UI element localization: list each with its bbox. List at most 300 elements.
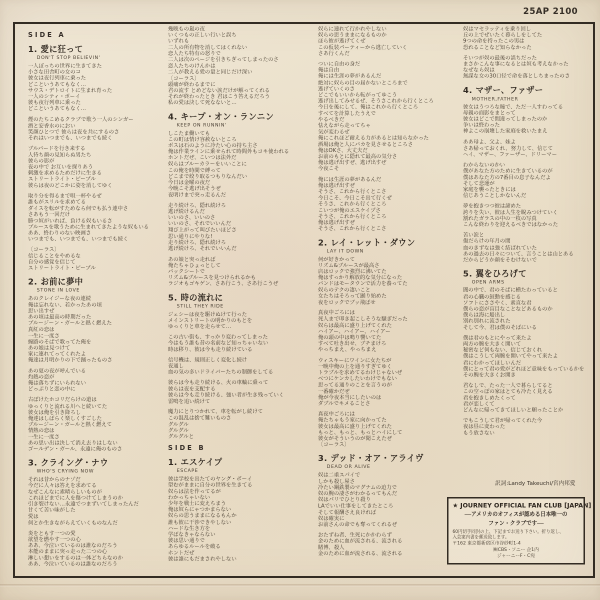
lyric-line: いずれも [168, 38, 190, 45]
lyric-verse [28, 296, 166, 364]
lyric-line: ウィスキーにワインに女たちが [318, 357, 392, 364]
lyric-line: ああ、終わりのない映画さ [28, 230, 92, 237]
lyric-line: 誇りを失い、彼は人生を睨みつけていく [463, 209, 558, 216]
lyric-line: さあ帰っておくれ、努力して、信じて [463, 145, 553, 152]
lyric-line: 取り分を得るまで唄一杯やるぜ [28, 193, 102, 200]
lyric-line: バンドはモータウンで活力を養ってた [318, 280, 408, 287]
lyric-line: 幾晩もの嵐の夜 [168, 26, 205, 33]
lyric-line: そうさ、これから行くところ [318, 213, 387, 220]
lyric-line: 小さな田舎町の女のコ [28, 69, 81, 76]
lyric-line: LAでいい仕事をしてきたところ [318, 503, 394, 510]
lyric-line: 恋人たちのけんかは [168, 62, 216, 70]
lyric-line: しこたま働いても [168, 130, 211, 137]
lyric-line: あのクレイジーな夜の連続 [28, 295, 92, 302]
lyric-verse [318, 177, 460, 232]
lyric-line: さあもう一回だけ [28, 211, 71, 218]
lyric-line: 彼女は夜行列車に乗った [28, 75, 87, 82]
lyric-line: 割れたガラスの中の一枚の写真 [463, 215, 537, 222]
song-title-en: OPEN ARMS [471, 279, 505, 286]
lyric-verse [28, 368, 166, 393]
lyric-verse [318, 310, 460, 353]
lyric-line: ハードな生き方を [168, 525, 211, 532]
lyric-line: ああ母よ、父よ、妹よ [463, 139, 516, 146]
lyric-line: 〔コーラス〕 [168, 75, 200, 82]
lyric-line: おたずね者、生死にかかわらず [318, 532, 392, 539]
lyric-line: 俺は自由 [318, 67, 340, 74]
lyric-verse [463, 162, 593, 199]
lyric-line: 俺は忘れない、若かったあの頃 [28, 301, 102, 308]
song-title-jp: 1. 愛に狂って [28, 44, 84, 55]
lyric-line: 望むがままに自分の世界を生きてる [168, 482, 253, 489]
lyric-line: そうさ、これから行くところ [318, 201, 387, 208]
lyric-line: なぜこんなに素晴らしいものが [28, 488, 102, 495]
lyric-verse [168, 334, 316, 352]
lyric-line: どこでもいいから転がってゆこう [318, 92, 398, 99]
lyric-verse [168, 380, 316, 405]
lyric-line: 奴らのテクの凄いこと [318, 286, 371, 294]
lyric-line: 俺達は月明かりの下で踊ったものさ [28, 357, 113, 364]
lyric-line: 奴らは法を作ってるが [168, 488, 221, 495]
lyric-line: この混乱は捨て難いものさ [168, 415, 232, 422]
lyric-line: 彼女はうつろな瞳で、ただ一人すわってる [463, 103, 564, 110]
lyric-line: 俺には生涯の夢があるんだ [318, 73, 382, 80]
lyric-verse [28, 193, 166, 242]
lyric-line: ああ、今泣いているのは誰なのだろう [28, 542, 118, 549]
fan-club-note-1: 60円切手同封の上、下記までお送り下さい。折り返し、 [452, 529, 564, 535]
lyric-line: 夜明けまで突っ走るんだ [168, 191, 227, 198]
lyric-line: 二人の所有物を消してはくれない [168, 44, 248, 51]
lyric-line: 彼女は俺を引き降ろし [28, 409, 81, 416]
lyric-line: 血の気の多いドライバーたちの制御をしてる [168, 369, 274, 376]
lyric-verse [463, 418, 593, 436]
lyric-line: 奴はマセラッティを乗り回し [463, 26, 532, 33]
lyric-line: 奴らは最高に盛り上げてくれた [318, 322, 392, 329]
lyric-line: 逃げ続けろ、それでいいんだ [168, 245, 237, 252]
lyric-line: あの娘と突っ走れば [168, 256, 216, 263]
lyric-line: 彼らは夜のどこかに姿を消してゆく [28, 182, 113, 189]
song-title-jp: 4. キープ・オン・ランニン [168, 111, 274, 122]
lyrics-column-2 [168, 26, 316, 576]
lyric-line: 俺には生涯の夢があるんだ [318, 176, 382, 183]
lyric-verse [28, 63, 166, 112]
song-title [168, 291, 316, 309]
lyric-line: どこまで絞り取るつもりなんだい [168, 173, 248, 180]
lyric-line: 引き裂けない…永遠でつまずいてしまったんだ [28, 501, 139, 508]
song-title [463, 84, 593, 102]
lyric-line: 信じることをやめるな [28, 253, 81, 260]
lyric-line: 絶対に奴らの目の届かないところまで [318, 79, 408, 86]
lyric-line: グルグル [168, 421, 189, 428]
lyric-line: 家庭を襲ったときには [463, 186, 516, 193]
fan-club-recipient: ジャーニーF・C宛 [497, 553, 535, 559]
lyrics-column-4 [463, 26, 593, 466]
lyric-line: ソフトにささやく、素直な君 [463, 299, 532, 306]
lyric-line: その腕を大きくお開き [463, 371, 516, 378]
lyric-line: お前さんの命でも奪ってくれるぜ [318, 521, 397, 528]
fan-club-subtitle-1: ──アメリカのオフィスが認める日本唯一の [464, 511, 568, 518]
lyric-line: ついに自由の身だ [318, 61, 361, 68]
lyric-line: それが終わったとき 君はこう答えるだろう [168, 93, 270, 100]
lyric-line: 俺の頭の中は鳴り響いてた [318, 334, 382, 341]
lyric-line: グルグル [168, 427, 189, 434]
lyric-line: そして悲運が [463, 180, 495, 187]
lyric-line: この仮装パーティーから逃亡していく [318, 44, 408, 51]
lyric-line: ジェシーは夜を駆けぬけて行った [168, 311, 248, 318]
lyric-verse [28, 117, 166, 142]
lyric-line: 苦い涙と [463, 232, 485, 239]
lyric-line: でもこうして君が帰ってくれた今 [463, 417, 543, 424]
lyric-line: べつにケンカしたいわけでもない [318, 375, 397, 382]
lyric-line: 秘密など何もない、信じておくれ [463, 347, 543, 354]
lyric-line: 逃げ出してみせるぜ、そうさこれから行くところ [318, 98, 434, 105]
lyric-verse [168, 202, 316, 251]
lyric-line: ゴールデン・ガール、永遠に俺のものさ [28, 446, 123, 453]
lyric-line: 今日を後にして、俺はこれから行くところ [318, 104, 419, 111]
song-title-en: DON'T STOP BELIEVIN' [36, 55, 101, 61]
lyric-verse [168, 476, 316, 562]
lyric-line: 酒と安香水のにおい [28, 122, 76, 129]
lyric-line: 逃げ続けるんだ [168, 208, 205, 215]
fan-club-company: ㈱CBS・ソニー 企1内 [493, 546, 539, 553]
lyric-line: ゆっくりと車を走らせて… [168, 323, 232, 330]
lyric-line: それは昔からのナゾだ [28, 476, 81, 483]
lyric-line: 一人ぼっちの世界に生きてきた [28, 62, 102, 69]
lyric-line: 僕は君のもとにやって来たよ [463, 334, 532, 341]
lyric-line: 翔び上がって叫びたいほどさ [168, 227, 237, 234]
fan-club-address: 〒162 東京都新宿区市谷砂町1-4 [452, 540, 521, 546]
lyric-line: 夜通し [168, 363, 184, 370]
lyric-line: 君なしで、たった一人で暮らしてると [463, 382, 553, 389]
lyric-verse [463, 26, 593, 51]
song-title-en: KEEP ON RUNNIN' [176, 122, 227, 129]
lyric-line: 誰も彼に干渉できやしない [168, 519, 232, 526]
lyric-line: 俺たちゃひょっとして [168, 262, 221, 269]
lyric-line: あの過去の日々について、言うことは山とある [463, 250, 574, 257]
lyric-verse [463, 287, 593, 330]
lyric-line: これほどまでに人を傷つけてしまうのか [28, 495, 123, 502]
lyric-line: サウス・デトロイトに生まれ育った [28, 87, 113, 94]
song-title-en: MOTHER,FATHER [471, 96, 519, 102]
lyric-line: いいのさ、それでいいんだ [168, 220, 232, 228]
lyric-line: いつまでも、いつまでも、いつまでも続く [28, 236, 129, 243]
lyric-line: 奴は二重スパイで [318, 472, 361, 479]
lyric-line: ハイアー、ハイアー、ハイアー [318, 328, 391, 335]
lyric-line: ヘイ、マザー、ファーザー、ドリーマー [463, 151, 557, 158]
lyric-line: 私の愛は決して死なないと… [168, 99, 237, 106]
song-title [318, 452, 460, 470]
lyric-line: 神よこの崩壊した家庭を救いたまえ [463, 128, 548, 135]
fan-club-note-2: 入会案内書を郵送致します。 [452, 535, 510, 540]
lyrics-column-3 [318, 26, 460, 576]
lyric-line: 煙のたちこめるクラブで歌う一人のシンガー [28, 116, 134, 123]
lyric-verse [28, 247, 166, 272]
lyric-line: 怯えながら走ってちゃ [318, 122, 371, 129]
lyric-line: 奴は確実に [318, 515, 345, 522]
lyric-line: なぜなら奴は [463, 67, 495, 74]
lyric-verse [318, 472, 460, 527]
lyric-line: そうさ、これから行くとこさ [318, 225, 387, 232]
lyric-line: 今日こそ、今日こそ出て行くぜ [318, 195, 392, 202]
lyric-line: どっぷりと恋の中に [28, 386, 76, 393]
lyric-line: 思い出すぜ [28, 308, 55, 315]
lyric-line: 金のために血が流される、流される [318, 550, 403, 557]
lyric-line: ダブルでキメることさ [318, 400, 371, 407]
lyric-line: 彼は誰にもだまされやしない [168, 556, 237, 563]
lyric-line: いいのさ、いいのさ [168, 214, 216, 221]
lyric-verse [28, 530, 166, 567]
lyric-line: 刺激を求めるためだけに生きる [28, 170, 102, 177]
lyric-line: ブルージーン・ガールと熱く燃えた [28, 320, 112, 327]
fan-club-box [447, 497, 592, 564]
lyric-line: 学ばなきゃならない [168, 531, 216, 538]
catalog-number: 25AP 2100 [523, 7, 578, 17]
lyric-line: 走り続けろ、隠れ続けろ [168, 202, 227, 209]
lyric-line: さあ行くんだ [318, 50, 350, 57]
lyric-line: 夜の中で お互いを探りあう [28, 164, 94, 171]
lyric-line: いくつもの正しい行いと誤ち [168, 32, 237, 39]
lyric-verse [28, 146, 166, 189]
lyric-line: 彼は学校を出たてのヤング・ボーイ [168, 475, 253, 483]
lyric-line: 一番確かだぜ [318, 388, 350, 395]
lyric-line: 笑顔ひとつで 彼らは夜を共にするのさ [28, 128, 120, 135]
lyric-line: 気が変わるぜ [318, 128, 350, 136]
lyric-line: 血のきずなは強く結ばれていた [463, 244, 537, 251]
lyric-line: もう放さない [463, 430, 495, 437]
lyric-line: 僕らの恋が盲目なことなどあるものか [463, 305, 553, 312]
lyric-line: 彼も夜行列車に乗った [28, 99, 81, 106]
lyric-line: どこというあてもなく… [28, 106, 87, 113]
lyric-line: 甘くて苦い味がした [28, 507, 76, 514]
lyric-line: 僕らは海に船出し [463, 312, 506, 319]
lyric-verse [168, 357, 316, 375]
song-title-jp: 2. レイ・レット・ダウン [318, 237, 416, 248]
fan-club-subtitle-2: ファン・クラブです── [488, 520, 544, 527]
lyric-line: 彼は思い通りで [168, 537, 205, 544]
lyric-line: しかも殺し屋さ [318, 478, 355, 485]
lyric-line: 信じあうことしかないんだ [463, 192, 527, 199]
song-title-en: ESCAPE [176, 468, 199, 474]
lyric-line: 俺達はしばらく楽しくすごした [28, 415, 102, 422]
lyric-line: 彼らの影が [28, 157, 55, 165]
song-title-en: WHO'S CRYING NOW [36, 468, 95, 475]
lyric-line: そいつが奴の最後の誤ちだった [463, 55, 537, 62]
lyric-verse [463, 139, 593, 157]
lyric-line: 今晩こそ逃げ出そうぜ [168, 185, 221, 192]
lyric-line: メインストリートの明かりのもとを [168, 317, 253, 324]
lyric-line: 彼らは今も走り続ける、火の車輪に乗って [168, 379, 269, 386]
lyric-line: 勝つ奴がいれば、負ける奴もいるさ [28, 217, 113, 224]
lyric-line: この空っぽの家はとても冷たく見える [463, 388, 553, 395]
lyric-line: 別れ別れに流された [463, 318, 511, 325]
lyric-line: まさかこんな事になるとは奴も考えなかった [463, 61, 569, 68]
lyric-line: もっと、もっと、もっとハイにして [318, 429, 403, 436]
lyric-line: 丘の上でぜいたく暮らしをしてた [463, 32, 543, 39]
lyric-line: 一生に一度さ [28, 433, 60, 440]
lyric-line: 思ってる通りのことを言うのが [318, 382, 392, 389]
song-title-jp: 2. お前に夢中 [28, 277, 84, 287]
lyric-line: 彼女がそういうのが聞こえたぜ [318, 435, 392, 442]
lyric-line: 俺が今夜本当にしたいのは [318, 394, 382, 401]
song-title-en: STILL THEY RIDE [176, 303, 224, 309]
lyrics-column-1 [28, 27, 166, 576]
song-title [463, 268, 593, 286]
lyric-line: 線路のそばで歌ってた俺を [28, 338, 92, 345]
lyric-line: 一晩中俺の上を通りすぎてゆく [318, 363, 392, 370]
fan-club-title: ★ JOURNEY OFFICIAL FAN CLUB [JAPAN] [452, 501, 592, 509]
lyric-line: 人待ち顔の見知らぬ男たち [28, 151, 92, 158]
lyric-line: リズム&ブルースを見つけられるかも [168, 274, 256, 281]
lyric-line: ブルースを歌うために生まれてきたような奴もいる [28, 223, 149, 231]
lyric-line: 真夜中ごろには [318, 309, 355, 316]
translator-credit: 訳詞:Landy Takeuchi/宮内邦愛 [494, 480, 575, 487]
lyric-verse [463, 55, 593, 80]
lyric-line: 彼女はどこで間違ってしまったのか [463, 116, 548, 123]
lyric-line: 二人は次のページを引きちぎってしまったのさ [168, 56, 279, 63]
lyric-line: どこというあてもなく… [28, 81, 87, 88]
lyric-verse [168, 409, 316, 440]
lyric-line: あの頃は最高の時期だった [28, 314, 92, 321]
lyric-line: ブルージーン・ガールと熱く燃えて [28, 421, 112, 428]
lyric-line: 金のために血が流される、流される [318, 538, 403, 545]
lyric-line: 逃げていくのさ [318, 85, 355, 92]
lyric-line: ホントだぜ、こいつは法外だ [168, 154, 237, 161]
lyric-line: グルグルと [168, 433, 194, 440]
lyric-line: 9つの命を持ったこの男は [463, 38, 525, 45]
lyric-line: 店はロックで強烈に沸いてた [318, 268, 387, 275]
lyric-line: 君を抱きしめたくって [463, 394, 516, 401]
lyric-line: 僕はこうして両腕を開いてやって来たよ [463, 353, 558, 360]
lyric-line: バックシートで [168, 268, 205, 275]
lyric-line: わかっちゃいない [168, 494, 211, 501]
lyric-line: 少年を戦士に変えちまう [168, 500, 227, 507]
lyric-line: やるべきだ [318, 116, 345, 123]
lyric-line: ああ、今泣いているのは誰なのだろう [28, 561, 118, 568]
lyric-line: 夢を抱きつつ彼は諦めた [463, 203, 522, 210]
side-label: SIDE A [28, 31, 66, 39]
lyric-line: 自分の感覚を信じて [28, 259, 76, 266]
lyric-line: リズム&ブルースが最高さ [318, 262, 380, 269]
lyric-line: ダイスを転がすためなら何でも払う連中さ [28, 205, 129, 212]
lyric-line: 僕はあなた方の7番目の息子なんだよ [463, 174, 551, 181]
lyric-line: 淋しい想いをするのは一体どちらなのか [28, 554, 123, 561]
lyric-line: ほら彼が逃げてくぜ [318, 38, 366, 45]
lyric-line: 俺たちゃもう家に向かってた [318, 417, 387, 424]
lyric-line: 二人が教える愛の量と同じだけ深い [168, 69, 253, 76]
lyric-line: そうさ、これから行くとこさ [318, 188, 387, 195]
lyric-verse [318, 532, 460, 557]
lyric-line: あの夏の夜が呼んでいる [28, 367, 87, 374]
lyric-line: 奴らの思うままになるもんか [168, 512, 237, 520]
lyric-line: 死人まで叩き起こしそうな騒ぎだった [318, 316, 408, 323]
lyric-line: 酒場は俺と人にバカを見させるところさ [318, 141, 413, 148]
lyric-verse [28, 477, 166, 526]
lyric-verse [463, 335, 593, 378]
lyric-line: 欲望を燃やす一つの心 [28, 536, 81, 543]
lyric-line: ホントだぜ [168, 549, 195, 556]
lyric-line: 愛は [28, 513, 39, 520]
lyric-line: すべて吐き出せ、ブチまけろ [318, 340, 387, 347]
lyric-line: 両方の腕を大きく開いて [463, 341, 522, 348]
song-title-jp: 3. デッド・オア・アライヴ [318, 453, 424, 464]
lyric-line: 一生に一度さ [28, 332, 60, 339]
lyric-line: 彼らは夜を支配する [168, 386, 216, 393]
lyric-line: この古い街も、すっかり変わってしまった [168, 334, 268, 341]
lyric-verse [168, 130, 316, 198]
lyric-line: 時は移り、彼は今も走り続けている [168, 346, 253, 353]
song-title-en: STONE IN LOVE [36, 288, 80, 294]
lyric-verse [463, 382, 593, 413]
lyric-line: すべてを計算したうえで [318, 110, 376, 117]
lyric-line: 灼熱の恋が [28, 374, 55, 381]
lyric-verse [168, 311, 316, 329]
lyric-line: 闇の中で、君のそばに横たわっていると [463, 287, 558, 294]
lyric-line: 頭痛が終わるまでに [168, 81, 216, 88]
lyric-line: 賭博、殺人 [318, 544, 345, 551]
lyric-line: 俺はOKさ、大丈夫だ [318, 147, 368, 154]
lyric-line: 夜をロックでブッ飛ばせ [318, 299, 376, 306]
lyric-line: 古ぼけたホコリだらけの道は [28, 396, 97, 403]
lyric-line: 家に連れてってくれたよ [28, 351, 87, 358]
song-title [168, 111, 316, 129]
lyric-line: 傷だらけの年月の間 [463, 238, 511, 245]
side-label: SIDE B [168, 444, 206, 452]
lyric-line: こんな終わりを迎えるべきではなかった [463, 221, 558, 228]
lyric-line: ストリートライト・ピープル [28, 265, 96, 272]
lyric-line: 今日は金曜の夜だ [168, 179, 211, 186]
lyric-line: 彼らは今も走り続ける、強い者が生き残っていく [168, 392, 285, 399]
lyric-line: トラブルを求めてるわけじゃないぜ [318, 369, 403, 376]
lyric-line: わからないのかい [463, 161, 506, 169]
song-title-jp: 5. 時の流れに [168, 292, 224, 303]
lyric-line: ボスは石のように冷たい心の持ち主さ [168, 142, 258, 149]
lyric-line: 一人のシティ・ボーイ [28, 93, 81, 100]
lyric-line: 真夜中ごろには [318, 411, 355, 418]
lyric-line: あらゆるルールを破る [168, 543, 221, 550]
lyric-line: 走り続けろ、隠れ続けろ [168, 239, 227, 246]
song-title-en: LAY IT DOWN [326, 248, 364, 254]
lyric-line: 信号機は、規則正しく変化し続け [168, 356, 248, 364]
lyric-line: 情熱の恋は [28, 427, 55, 434]
lyric-line: 女たちはそろって踊り始めた [318, 293, 387, 300]
lyric-line: 冷たい鋼鉄製のマグナムの迫力で [318, 484, 397, 491]
song-title-jp: 4. マザー、ファザー [463, 85, 544, 96]
lyric-line: 雷鳴を追い続けて [168, 398, 211, 405]
lyric-line: 俺は奴らにゃつかまらない [168, 506, 232, 513]
lyric-line: 君の流す とめどない涙だけが解ってくれる [168, 87, 270, 94]
song-title-jp: 1. エスケイプ [168, 457, 223, 468]
lyric-line: 恋人たち特有の怒りで [168, 50, 221, 57]
lyric-line: そして報酬さえ良ければ [318, 509, 377, 516]
lyric-line: 彼女は最高に盛り上げてくれた [318, 423, 392, 430]
lyric-line: 君の心臓の鼓動を感じる [463, 293, 522, 300]
lyric-line: 俺は落ちずにいられない [28, 380, 87, 387]
lyric-line: 俺は逃げ出すぜ [318, 219, 355, 226]
lyric-verse [318, 357, 460, 406]
paper-crease [0, 584, 600, 587]
lyric-line: 恐れることなど知らなかった [463, 44, 532, 51]
lyric-line: 奴らに連れて行かれやしない [318, 26, 387, 33]
lyric-line: 今夜こそ [318, 165, 340, 173]
lyric-line: それはいつまでも、いつまでも続く [28, 135, 113, 142]
lyric-line: ゆっくりと流れる川へと続いてた [28, 403, 108, 410]
lyric-line: ラジオもゴキゲン、さあ行こう、さあ行こうぜ [168, 280, 279, 287]
lyric-line: あの娘は見つけて [28, 345, 71, 352]
lyric-line: ストリートライト・ピープル [28, 176, 96, 183]
lyric-line: こいつが俺のエスケイプさ [318, 207, 381, 214]
lyric-line: だからどうか顔をそむけないで [463, 257, 537, 264]
lyric-line: お前のもとに隠れて最高の気分さ [318, 153, 398, 160]
lyric-line: そして今、君は僕のそばにいる [463, 324, 537, 331]
